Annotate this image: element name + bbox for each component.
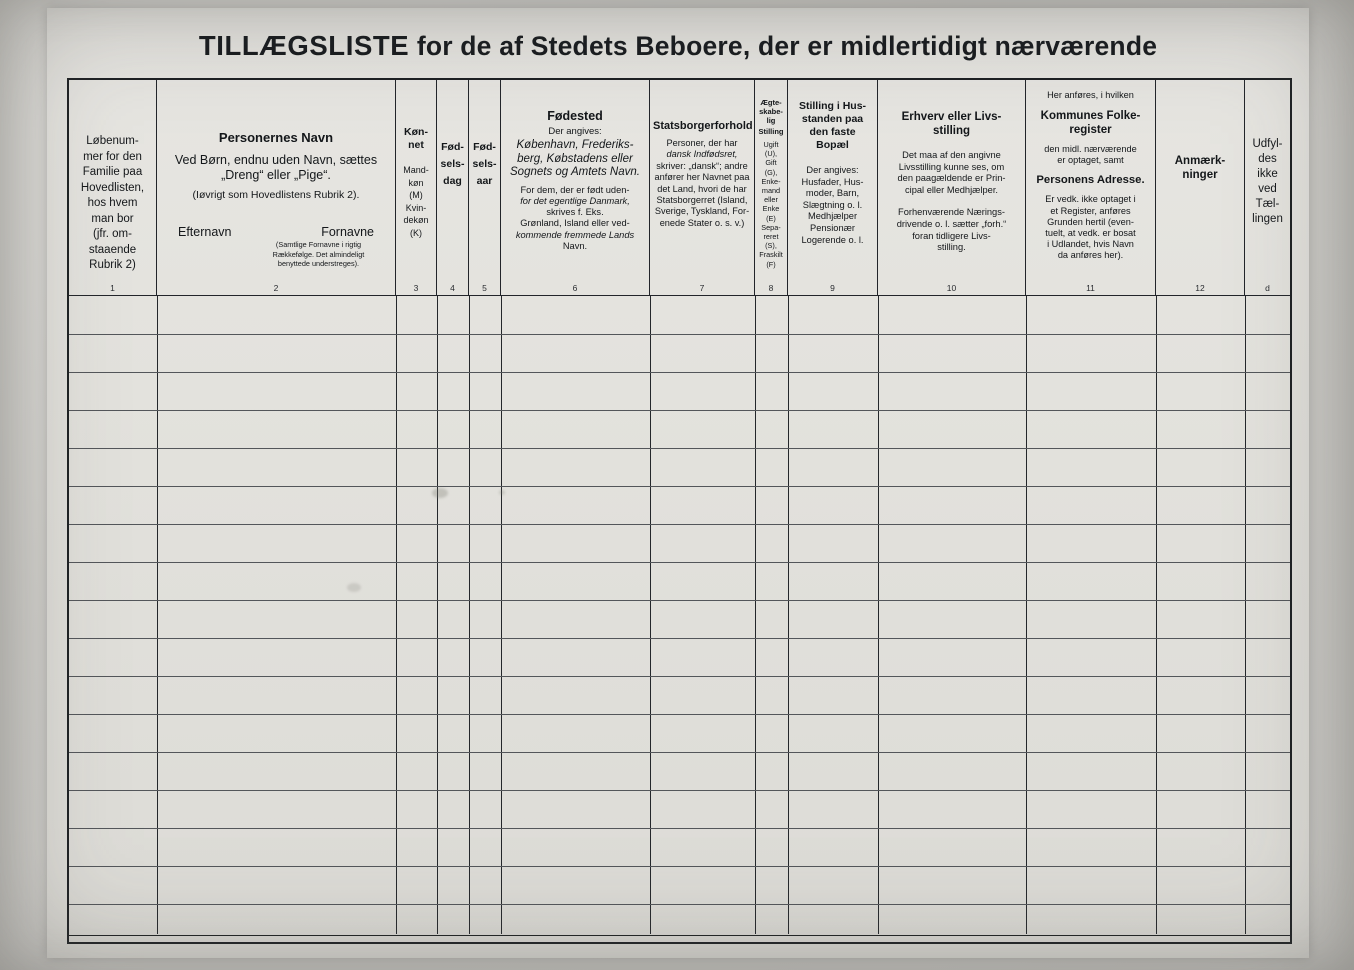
table-body [69,296,1290,942]
grid-line-v [396,296,397,934]
column-header-anmaerkninger: Anmærk- ninger 12 [1156,80,1245,295]
column-number: 6 [572,283,578,293]
table-row [69,676,1290,677]
table-row [69,638,1290,639]
table-row [69,524,1290,525]
grid-line-v [157,296,158,934]
title-lead: TILLÆGSLISTE [198,30,410,61]
column-number: 3 [413,283,419,293]
table-row [69,714,1290,715]
grid-line-v [788,296,789,934]
form-table [67,78,1292,944]
column-header-stilling-i-husstanden: Stilling i Hus- standen paa den faste Bopæl Der angives: Husfader, Hus- moder, Barn, Slægtning o. l. Medhjælper Pensionær Logerende o. l. 9 [788,80,878,295]
title-rest: for de af Stedets Beboere, der er midlertidigt nærværende [416,31,1158,61]
column-header-fodested: Fødested Der angives: København, Frederiks- berg, Købstadens eller Sognets og Amtets Navn. For dem, der er født uden- for det egentlige Danmark, skrives f. Eks. Grønland, Island eller ved- kommende fremmede Lands Navn. 6 [501,80,650,295]
column-header-fodselsdag: Fød- sels- dag 4 [437,80,469,295]
column-header-konnet: Køn- net Mand- køn (M) Kvin- dekøn (K) 3 [396,80,437,295]
table-row [69,600,1290,601]
grid-line-v [650,296,651,934]
grid-line-v [1245,296,1246,934]
scan-smudge [347,583,361,592]
table-row [69,448,1290,449]
column-header-aegteskabelig-stilling: Ægte- skabe- lig Stilling Ugift (U), Gift (G), Enke- mand eller Enke (E) Sepa- reret (S), Fraskilt (F) 8 [755,80,788,295]
table-row [69,828,1290,829]
column-number: d [1265,283,1270,293]
table-row [69,866,1290,867]
grid-line-v [1026,296,1027,934]
grid-line-v [878,296,879,934]
label-fornavne: Fornavne [321,225,374,239]
column-number: 12 [1195,283,1205,293]
table-row [69,752,1290,753]
column-header-fodselsaar: Fød- sels- aar 5 [469,80,501,295]
form-sheet [47,8,1309,958]
column-number: 5 [482,283,487,293]
table-row [69,486,1290,487]
column-number: 10 [946,283,957,293]
column-header-statsborgerforhold: Statsborgerforhold Personer, der har dansk Indfødsret, skriver: „dansk“; andre anfører her Navnet paa det Land, hvori de har Statsborgerret (Island, Sverige, Tyskland, For- enede Stater o. s. v.) 7 [650,80,755,295]
grid-line-v [755,296,756,934]
column-number: 2 [273,283,279,293]
column-header-udfyldes-ikke: Udfyl- des ikke ved Tæl- lingen d [1245,80,1290,295]
column-header-erhverv: Erhverv eller Livs- stilling Det maa af den angivne Livsstilling kunne ses, om den paagældende er Prin- cipal eller Medhjælper. Forhenværende Nærings- drivende o. l. sætter „forh.“ foran tidligere Livs- stilling. 10 [878,80,1026,295]
column-header-kommunes-folkeregister: Her anføres, i hvilken Kommunes Folke- register den midl. nærværende er optaget, samt Personens Adresse. Er vedk. ikke optaget i et Register, anføres Grunden hertil (even- tuelt, at vedk. er bosat i Udlandet, hvis Navn da anføres her). 11 [1026,80,1156,295]
column-header-lobenummer: Løbenum- mer for den Familie paa Hovedlisten, hos hvem man bor (jfr. om- staaende Rubrik 2) 1 [69,80,157,295]
grid-line-v [469,296,470,934]
table-row [69,790,1290,791]
page-title [47,30,1309,62]
column-header-personernes-navn: Personernes Navn Ved Børn, endnu uden Navn, sættes „Dreng“ eller „Pige“. (Iøvrigt som Hovedlistens Rubrik 2). Efternavn Fornavne (Samtlige Fornavne i rigtig Rækkefølge. Det almindeligt benyttede understreges). 2 [157,80,396,295]
column-number: 11 [1086,283,1095,293]
table-row [69,372,1290,373]
table-row [69,904,1290,905]
column-number: 1 [110,283,115,293]
table-row [69,562,1290,563]
table-row [69,410,1290,411]
grid-line-v [1156,296,1157,934]
grid-line-v [501,296,502,934]
column-number: 4 [450,283,455,293]
column-number: 8 [768,283,774,293]
grid-line-v [437,296,438,934]
label-efternavn: Efternavn [178,225,232,239]
scan-smudge [432,488,448,498]
column-number: 9 [830,283,835,293]
scan-smudge [499,490,505,495]
table-header-row [69,80,1290,296]
column-number: 7 [699,283,705,293]
table-row [69,334,1290,335]
